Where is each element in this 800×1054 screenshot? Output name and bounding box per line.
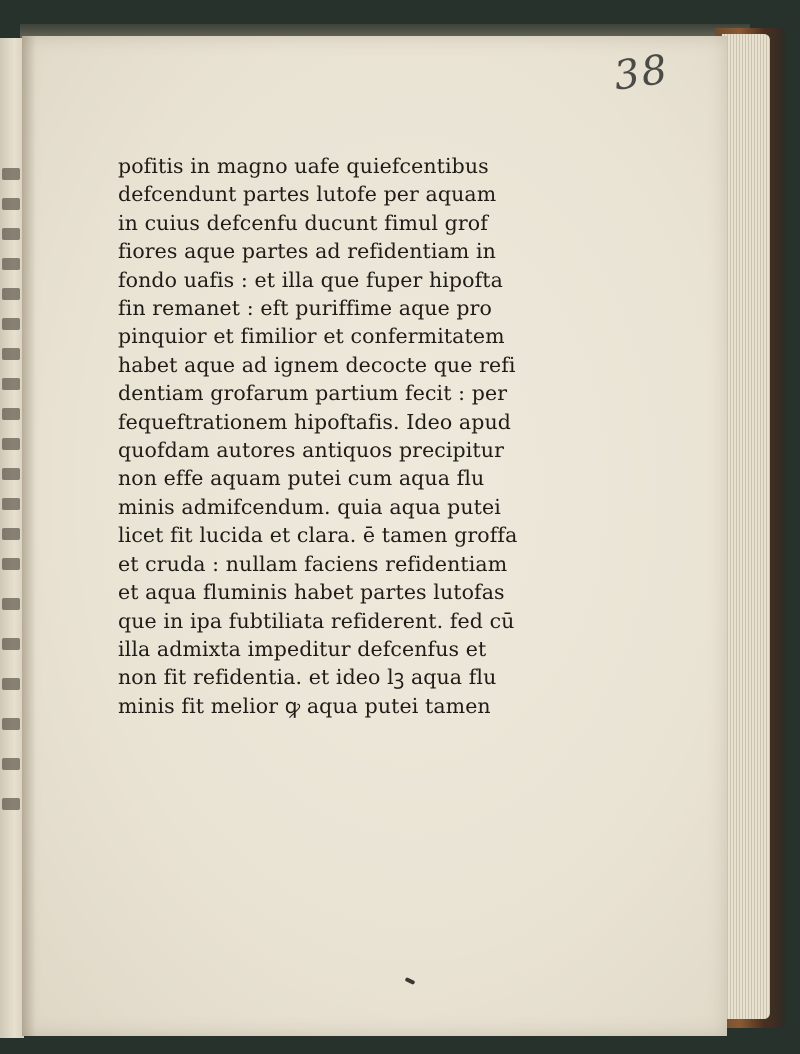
facing-page-ink-bleed (2, 798, 20, 810)
facing-page-ink-bleed (2, 758, 20, 770)
text-line: licet fit lucida et clara. ē tamen groffa (118, 523, 518, 548)
facing-page-edge (0, 38, 24, 1038)
text-line: fin remanet : eft puriffime aque pro (118, 296, 493, 321)
text-line: pofitis in magno uafe quiefcentibus (118, 154, 489, 178)
text-line: non fit refidentia. et ideo lꝫ aqua flu (118, 665, 497, 690)
facing-page-ink-bleed (2, 678, 20, 690)
facing-page-ink-bleed (2, 468, 20, 480)
manuscript-page (22, 36, 727, 1036)
text-block (118, 152, 518, 720)
text-line: et cruda : nullam faciens refidentiam (118, 551, 508, 576)
facing-page-ink-bleed (2, 378, 20, 390)
facing-page-ink-bleed (2, 288, 20, 300)
text-line: non effe aquam putei cum aqua flu (118, 466, 485, 491)
folio-number: 38 (611, 46, 672, 100)
text-line: dentiam grofarum partium fecit : per (118, 381, 508, 406)
text-line: defcendunt partes lutofe per aquam (118, 182, 497, 207)
text-line: fiores aque partes ad refidentiam in (118, 239, 496, 264)
facing-page-ink-bleed (2, 638, 20, 650)
text-line: fequeftrationem hipoftafis. Ideo apud (118, 409, 511, 434)
facing-page-ink-bleed (2, 438, 20, 450)
binding-shadow (22, 36, 36, 1036)
text-line: in cuius defcenfu ducunt fimul grof (118, 210, 488, 235)
text-line: et aqua fluminis habet partes lutofas (118, 580, 505, 605)
facing-page-ink-bleed (2, 718, 20, 730)
facing-page-ink-bleed (2, 258, 20, 270)
text-line: quofdam autores antiquos precipitur (118, 438, 504, 463)
facing-page-ink-bleed (2, 408, 20, 420)
text-line: minis fit melior ꝙ aqua putei tamen (118, 693, 491, 718)
facing-page-ink-bleed (2, 228, 20, 240)
facing-page-ink-bleed (2, 528, 20, 540)
facing-page-ink-bleed (2, 318, 20, 330)
facing-page-ink-bleed (2, 498, 20, 510)
facing-page-ink-bleed (2, 348, 20, 360)
facing-page-ink-bleed (2, 168, 20, 180)
text-line: pinquior et fimilior et confermitatem (118, 324, 505, 349)
text-line: que in ipa fubtiliata refiderent. fed cū (118, 608, 515, 633)
facing-page-ink-bleed (2, 558, 20, 570)
text-line: illa admixta impeditur defcenfus et (118, 636, 487, 661)
text-line: minis admifcendum. quia aqua putei (118, 494, 501, 519)
facing-page-ink-bleed (2, 198, 20, 210)
text-line: habet aque ad ignem decocte que refi (118, 352, 516, 377)
ink-mark (405, 977, 416, 985)
facing-page-ink-bleed (2, 598, 20, 610)
page-stack-edge (722, 34, 770, 1019)
text-line: fondo uafis : et illa que fuper hipofta (118, 267, 503, 292)
